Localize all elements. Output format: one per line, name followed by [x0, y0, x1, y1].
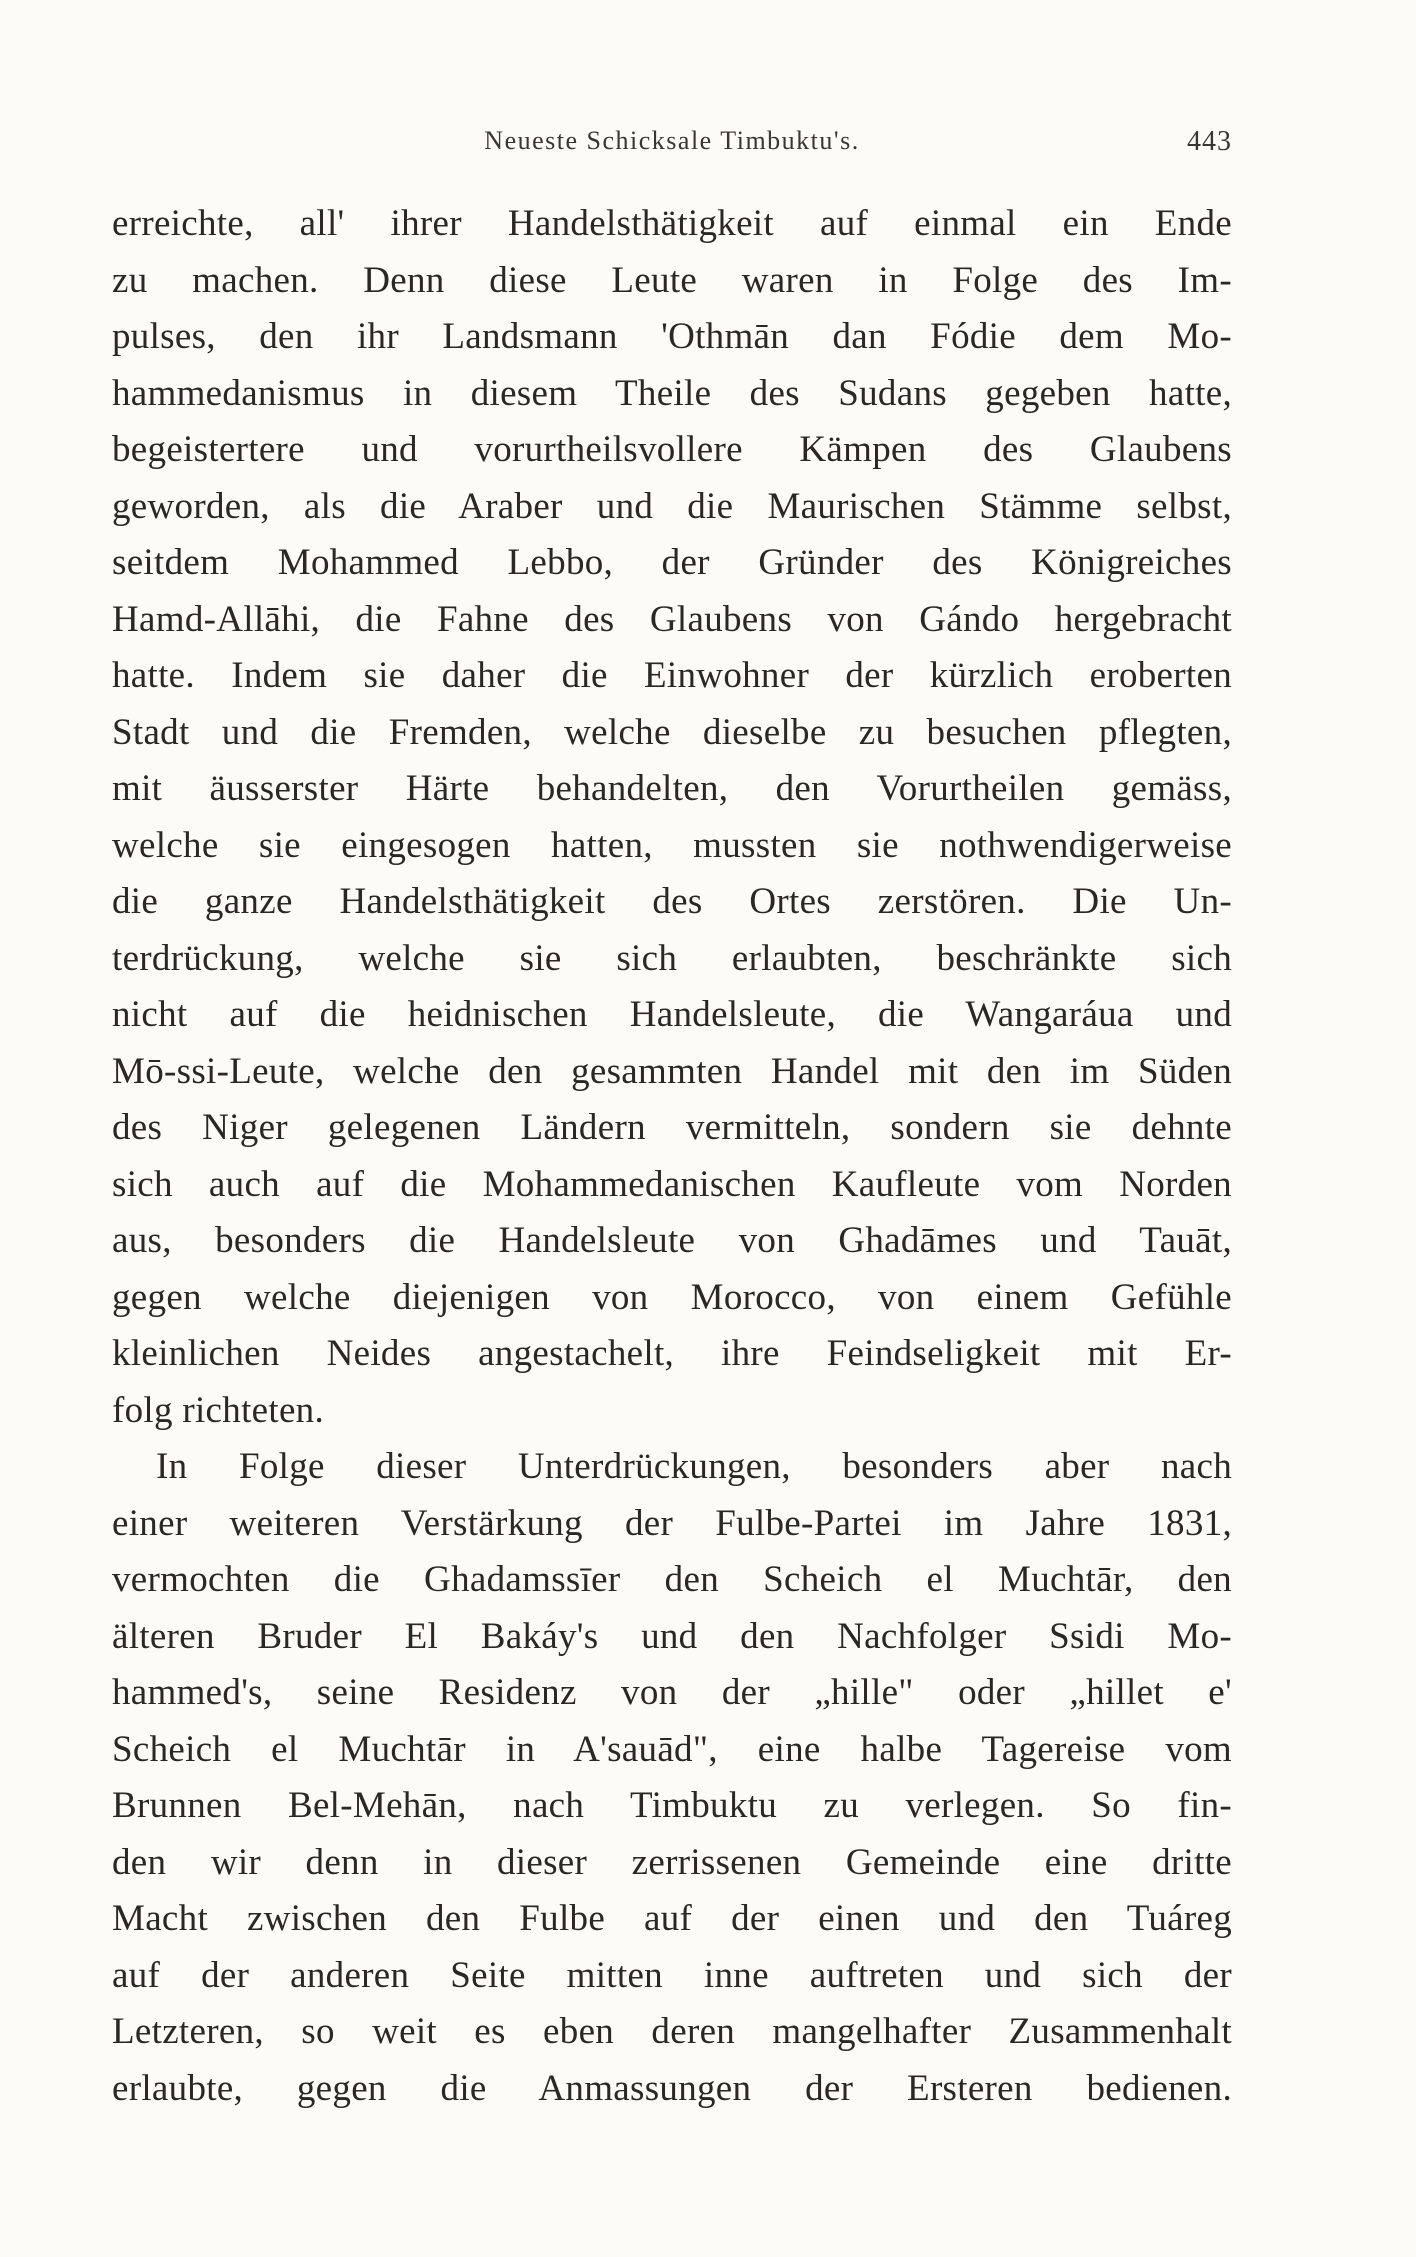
body-text	[112, 196, 1232, 2117]
text-line: einer weiteren Verstärkung der Fulbe-Partei im Jahre 1831,	[112, 1502, 1232, 1544]
text-line: hammedanismus in diesem Theile des Sudans gegeben hatte,	[112, 372, 1232, 414]
text-line: sich auch auf die Mohammedanischen Kaufleute vom Norden	[112, 1163, 1232, 1205]
text-line: kleinlichen Neides angestachelt, ihre Feindseligkeit mit Er-	[112, 1333, 1232, 1374]
text-line: hammed's, seine Residenz von der „hille" oder „hillet e'	[112, 1672, 1232, 1713]
text-line: den wir denn in dieser zerrissenen Gemeinde eine dritte	[112, 1841, 1232, 1883]
text-line: folg richteten.	[112, 1389, 325, 1431]
text-line: Mō-ssi-Leute, welche den gesammten Handel mit den im Süden	[112, 1050, 1232, 1092]
text-line: nicht auf die heidnischen Handelsleute, die Wangaráua und	[112, 994, 1232, 1035]
running-head	[112, 126, 1232, 166]
text-line: die ganze Handelsthätigkeit des Ortes zerstören. Die Un-	[112, 881, 1232, 922]
text-line: welche sie eingesogen hatten, mussten sie nothwendigerweise	[112, 824, 1232, 866]
text-line: Letzteren, so weit es eben deren mangelhafter Zusammenhalt	[112, 2011, 1232, 2052]
text-line: Brunnen Bel-Mehān, nach Timbuktu zu verlegen. So fin-	[112, 1785, 1232, 1826]
text-line: Stadt und die Fremden, welche dieselbe zu besuchen pflegten,	[112, 711, 1232, 753]
running-title: Neueste Schicksale Timbuktu's.	[484, 126, 860, 155]
text-line: erreichte, all' ihrer Handelsthätigkeit auf einmal ein Ende	[112, 203, 1232, 244]
text-line: des Niger gelegenen Ländern vermitteln, sondern sie dehnte	[112, 1107, 1232, 1148]
page-number: 443	[1187, 126, 1232, 157]
text-line: Scheich el Muchtār in A'sauād", eine halbe Tagereise vom	[112, 1728, 1232, 1770]
text-line: begeistertere und vorurtheilsvollere Kämpen des Glaubens	[112, 429, 1232, 470]
text-line: Macht zwischen den Fulbe auf der einen und den Tuáreg	[112, 1898, 1232, 1939]
text-line: auf der anderen Seite mitten inne auftreten und sich der	[112, 1954, 1232, 1996]
text-line: aus, besonders die Handelsleute von Ghadāmes und Tauāt,	[112, 1220, 1232, 1261]
text-line: gegen welche diejenigen von Morocco, von einem Gefühle	[112, 1276, 1232, 1318]
text-line: zu machen. Denn diese Leute waren in Folge des Im-	[112, 259, 1232, 301]
text-line: vermochten die Ghadamssīer den Scheich el Muchtār, den	[112, 1559, 1232, 1600]
text-line: pulses, den ihr Landsmann 'Othmān dan Fódie dem Mo-	[112, 316, 1232, 357]
text-line: mit äusserster Härte behandelten, den Vorurtheilen gemäss,	[112, 768, 1232, 809]
text-line: terdrückung, welche sie sich erlaubten, beschränkte sich	[112, 937, 1232, 979]
text-line: hatte. Indem sie daher die Einwohner der kürzlich eroberten	[112, 655, 1232, 696]
paragraph-1	[112, 196, 1232, 1439]
paragraph-2	[112, 1439, 1232, 2117]
text-line: seitdem Mohammed Lebbo, der Gründer des Königreiches	[112, 542, 1232, 583]
text-line: In Folge dieser Unterdrückungen, besonders aber nach	[156, 1446, 1232, 1487]
text-line: Hamd-Allāhi, die Fahne des Glaubens von Gándo hergebracht	[112, 598, 1232, 640]
text-line: geworden, als die Araber und die Maurischen Stämme selbst,	[112, 485, 1232, 527]
text-line: älteren Bruder El Bakáy's und den Nachfolger Ssidi Mo-	[112, 1615, 1232, 1657]
text-line: erlaubte, gegen die Anmassungen der Ersteren bedienen.	[112, 2067, 1232, 2109]
